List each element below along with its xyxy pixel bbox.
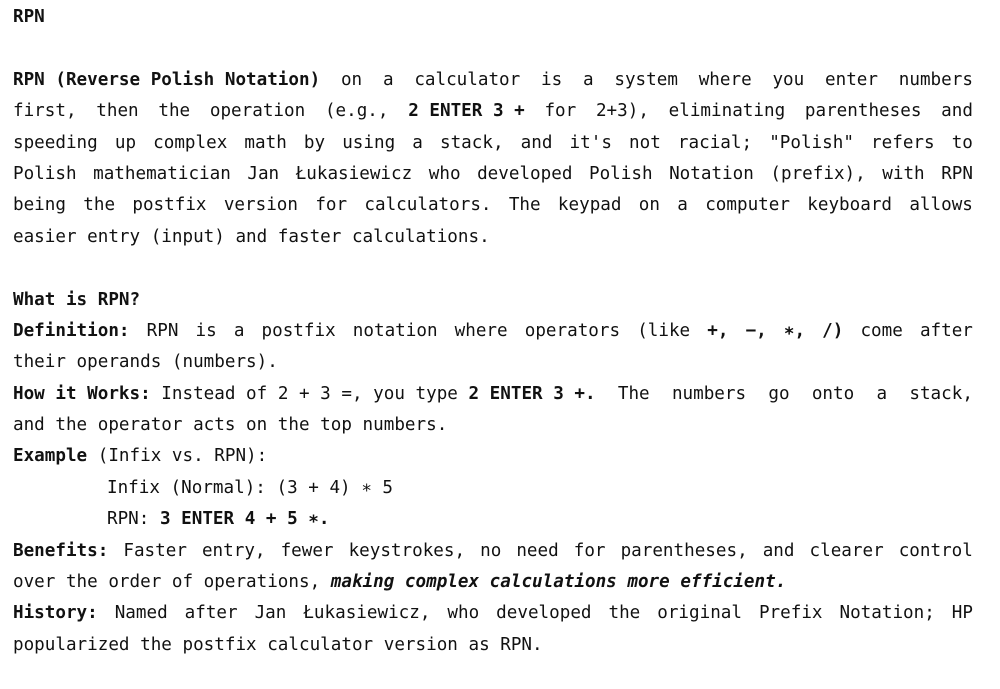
word: enter (825, 69, 878, 90)
word: stack, (439, 132, 504, 153)
word: the (158, 101, 191, 122)
word: a (677, 195, 688, 216)
word: system (614, 69, 678, 90)
word: Notation (669, 163, 754, 184)
word: postfix (261, 320, 336, 341)
word: a (583, 69, 594, 90)
operator-divide: /) (822, 320, 844, 341)
word: (like (637, 320, 691, 341)
word: Polish (13, 163, 77, 184)
word: it's (569, 132, 612, 153)
word: parentheses, (620, 540, 748, 561)
word: RPN (941, 163, 973, 184)
word: complex (153, 132, 228, 153)
definition-cont: their operands (numbers). (13, 352, 278, 373)
word: Prefix (758, 603, 823, 624)
how-label: How it Works: (13, 383, 151, 404)
word: fewer (280, 540, 334, 561)
word: parentheses (804, 101, 922, 122)
word: Jan (247, 163, 280, 184)
word: computer (705, 195, 790, 216)
doc-heading-text: RPN (13, 7, 45, 27)
word: being (13, 195, 66, 216)
word: 2+3), (595, 101, 649, 122)
history-label: History: (13, 603, 98, 624)
word: where (454, 320, 508, 341)
doc-heading (13, 2, 973, 33)
word: original (657, 603, 742, 624)
word: "Polish" (769, 132, 854, 153)
word: you (772, 69, 805, 90)
example-text: (Infix vs. RPN): (87, 446, 268, 467)
word: by (303, 132, 326, 153)
example-line (13, 441, 973, 472)
word: HP (951, 603, 973, 624)
intro-bold-term: RPN (Reverse Polish Notation) (13, 69, 321, 90)
word: entry, (201, 540, 266, 561)
how-text: Instead of 2 + 3 =, you type (161, 383, 458, 404)
word: RPN (146, 320, 179, 341)
how-cont: and the operator acts on the top numbers. (13, 415, 448, 436)
intro-last-line: easier entry (input) and faster calculations. (13, 226, 490, 247)
word: on (638, 195, 660, 216)
how-lead (13, 379, 596, 410)
word: Jan (254, 603, 287, 624)
word: for (573, 540, 606, 561)
definition-line-2 (13, 347, 973, 378)
word: stack, (909, 383, 973, 404)
word: for (544, 101, 577, 122)
rpn-label: RPN: (107, 509, 160, 530)
word: Polish (588, 163, 653, 184)
word: need (516, 540, 559, 561)
word: numbers (898, 69, 973, 90)
word: eliminating (668, 101, 786, 122)
word: keypad (557, 195, 622, 216)
intro-line-2 (13, 96, 973, 127)
rpn-keys: 3 ENTER 4 + 5 ∗. (159, 509, 330, 530)
word: notation (352, 320, 438, 341)
word: calculator (414, 69, 521, 90)
word: a (382, 69, 394, 90)
word: then (96, 101, 139, 122)
word: speeding (13, 132, 98, 153)
word: is (195, 320, 217, 341)
how-line-1 (13, 379, 973, 410)
operator-minus: −, (745, 320, 767, 341)
word: first, (13, 101, 77, 122)
word: to (951, 132, 973, 153)
word: not (629, 132, 661, 153)
example-label: Example (13, 446, 88, 467)
section-title-text: What is RPN? (13, 289, 141, 310)
intro-line-1 (13, 65, 973, 96)
word: (prefix), (770, 163, 866, 184)
word: on (340, 69, 363, 90)
word: onto (811, 383, 855, 404)
intro-line-5 (13, 190, 973, 221)
example-infix (13, 473, 973, 504)
definition-label: Definition: (13, 320, 130, 341)
benefits-line-1 (13, 536, 973, 567)
word: Łukasiewicz (295, 163, 413, 184)
definition-line-1 (13, 316, 973, 347)
intro-line-4 (13, 159, 973, 190)
word: after (184, 603, 238, 624)
word: racial; (677, 132, 753, 153)
word: and (941, 101, 973, 122)
history-line-1 (13, 598, 973, 629)
word: who (428, 163, 461, 184)
word: (e.g., (324, 101, 389, 122)
word: developed (496, 603, 592, 624)
history-line-2 (13, 630, 973, 661)
word: calculators. (364, 195, 492, 216)
history-cont: popularized the postfix calculator version as RPN. (13, 634, 543, 655)
word: Łukasiewicz, (303, 603, 431, 624)
spacer (13, 33, 973, 64)
word: postfix (132, 195, 207, 216)
word: where (698, 69, 752, 90)
word: operation (209, 101, 306, 122)
intro-example-keys: 2 ENTER 3 + (408, 101, 525, 122)
word: is (541, 69, 563, 90)
word: after (919, 320, 973, 341)
word: keyboard (807, 195, 893, 216)
word: keystrokes, (348, 540, 466, 561)
word: using (342, 132, 396, 153)
word: refers (871, 132, 935, 153)
word: and (762, 540, 795, 561)
benefits-label: Benefits: (13, 540, 109, 561)
word: and (520, 132, 553, 153)
spacer (13, 253, 973, 284)
infix-text: Infix (Normal): (3 + 4) ∗ 5 (107, 477, 393, 498)
document (13, 2, 973, 661)
word: a (233, 320, 245, 341)
intro-line-6 (13, 222, 973, 253)
word: come (860, 320, 903, 341)
word: the (83, 195, 116, 216)
word: Notation; (839, 603, 935, 624)
word: who (447, 603, 480, 624)
word: operators (524, 320, 621, 341)
word: a (876, 383, 888, 404)
how-keys: 2 ENTER 3 +. (468, 383, 596, 404)
word: clearer (809, 540, 884, 561)
word: a (412, 132, 423, 153)
word: for (315, 195, 348, 216)
word: Faster (123, 540, 187, 561)
word: the (608, 603, 641, 624)
benefits-emphasis: making complex calculations more efficient. (330, 572, 787, 593)
benefits-line-2 (13, 567, 973, 598)
operator-multiply: ∗, (783, 320, 806, 341)
intro-line-3 (13, 128, 973, 159)
operator-plus: +, (707, 320, 729, 341)
word: numbers (671, 383, 747, 404)
example-rpn (13, 504, 973, 535)
word: The (508, 195, 541, 216)
word: up (114, 132, 137, 153)
word: allows (909, 195, 973, 216)
benefits-cont: over the order of operations, (13, 572, 331, 593)
word: control (898, 540, 973, 561)
word: The (617, 383, 650, 404)
word: with (882, 163, 925, 184)
word: go (768, 383, 790, 404)
word: math (244, 132, 287, 153)
word: Named (114, 603, 168, 624)
word: no (480, 540, 502, 561)
how-line-2 (13, 410, 973, 441)
section-title (13, 285, 973, 316)
word: version (223, 195, 298, 216)
word: developed (477, 163, 573, 184)
word: mathematician (93, 163, 231, 184)
